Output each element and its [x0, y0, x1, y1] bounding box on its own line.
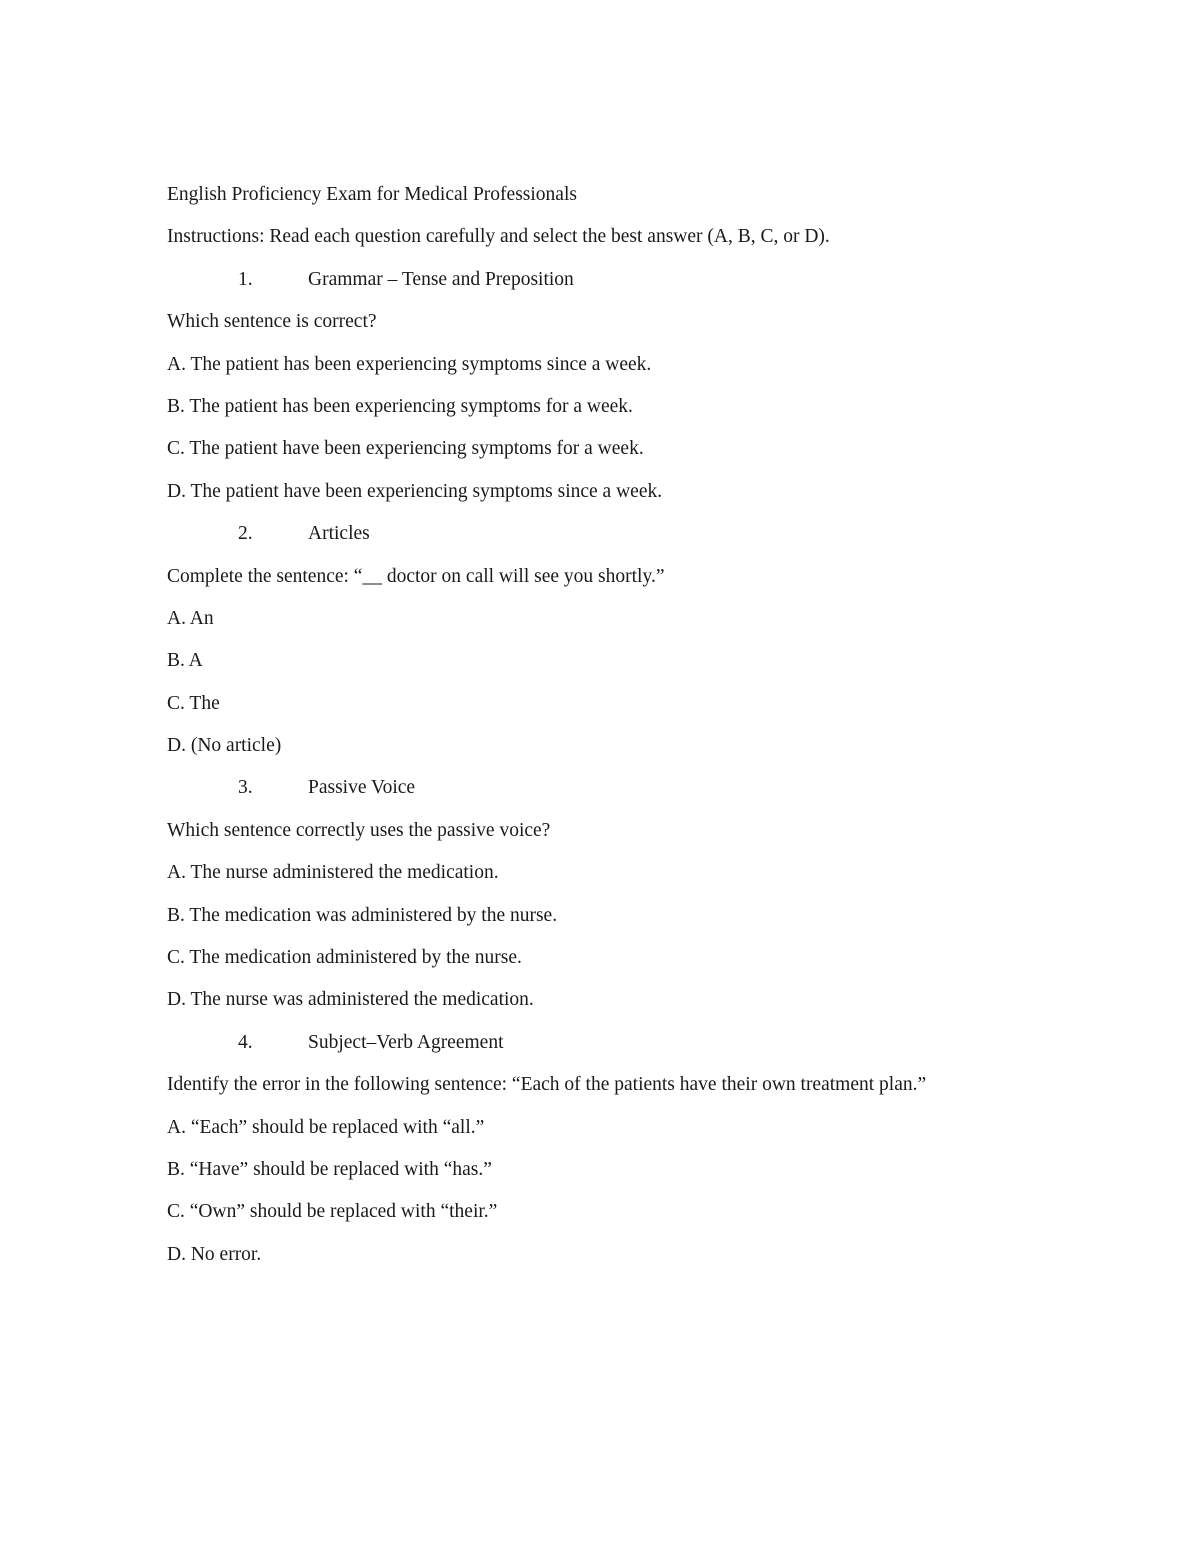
- question-1-option-b: B. The patient has been experiencing symptoms for a week.: [167, 395, 633, 417]
- instructions: Instructions: Read each question carefully and select the best answer (A, B, C, or D).: [167, 226, 830, 248]
- question-number: 1.: [238, 268, 253, 290]
- question-4-option-c: C. “Own” should be replaced with “their.”: [167, 1201, 498, 1223]
- question-section-title: Grammar – Tense and Preposition: [308, 268, 574, 290]
- question-3-heading: [167, 775, 1067, 800]
- question-2-option-c: C. The: [167, 692, 220, 714]
- question-3-option-b: B. The medication was administered by the nurse.: [167, 904, 558, 926]
- question-3-prompt: Which sentence correctly uses the passive voice?: [167, 819, 551, 841]
- document-title: English Proficiency Exam for Medical Professionals: [167, 184, 577, 205]
- question-4-option-a: A. “Each” should be replaced with “all.”: [167, 1116, 485, 1138]
- question-2-option-d: D. (No article): [167, 735, 282, 757]
- question-2-option-b: B. A: [167, 650, 203, 672]
- question-section-title: Subject–Verb Agreement: [308, 1031, 504, 1053]
- question-2-prompt: Complete the sentence: “__ doctor on call will see you shortly.”: [167, 565, 665, 587]
- question-4-option-d: D. No error.: [167, 1243, 262, 1265]
- question-section-title: Articles: [308, 523, 370, 545]
- question-1-option-d: D. The patient have been experiencing symptoms since a week.: [167, 480, 663, 502]
- question-2-option-a: A. An: [167, 607, 214, 629]
- question-3-option-a: A. The nurse administered the medication.: [167, 862, 499, 884]
- question-section-title: Passive Voice: [308, 777, 416, 799]
- question-4-prompt: Identify the error in the following sentence: “Each of the patients have their own treatment plan.”: [167, 1074, 927, 1096]
- question-4-option-b: B. “Have” should be replaced with “has.”: [167, 1158, 492, 1180]
- question-3-option-c: C. The medication administered by the nurse.: [167, 947, 522, 969]
- question-number: 3.: [238, 777, 253, 799]
- question-2-heading: [167, 521, 1067, 546]
- question-4-heading: [167, 1030, 1067, 1055]
- question-3-option-d: D. The nurse was administered the medication.: [167, 989, 534, 1011]
- question-1-option-a: A. The patient has been experiencing symptoms since a week.: [167, 353, 652, 375]
- document-body: [167, 182, 1067, 1284]
- question-1-prompt: Which sentence is correct?: [167, 311, 377, 333]
- question-1-heading: [167, 267, 1067, 292]
- question-number: 2.: [238, 523, 253, 545]
- question-number: 4.: [238, 1031, 253, 1053]
- question-1-option-c: C. The patient have been experiencing symptoms for a week.: [167, 438, 644, 460]
